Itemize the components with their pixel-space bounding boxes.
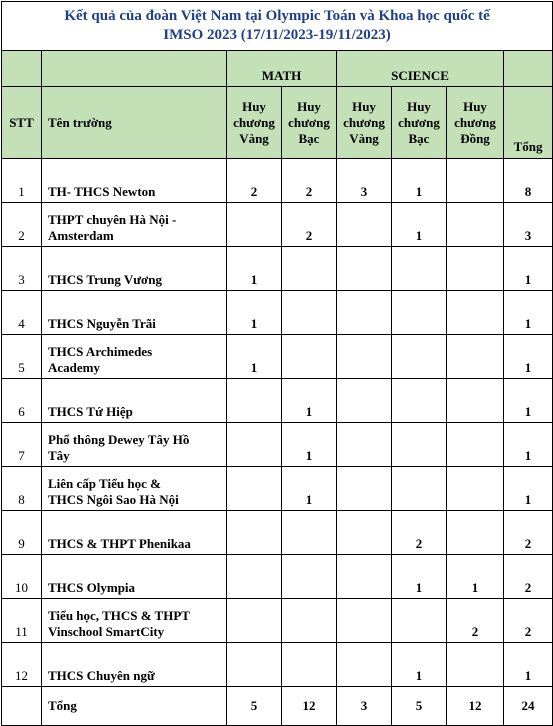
row-math-silver [282,511,337,555]
header-line: chương [233,114,275,130]
totals-math-gold: 5 [227,687,282,726]
row-science-gold [337,379,392,423]
row-school-name [42,335,227,379]
row-school-name [42,379,227,423]
row-science-silver: 1 [392,643,447,687]
totals-row [2,687,553,726]
row-math-silver [282,335,337,379]
totals-total: 24 [504,687,553,726]
row-total: 1 [504,291,553,335]
row-total: 2 [504,599,553,643]
row-science-bronze [447,291,504,335]
row-stt: 11 [2,599,42,643]
row-math-silver [282,643,337,687]
row-math-gold: 1 [227,247,282,291]
row-science-gold [337,247,392,291]
header-school: Tên trường [42,87,227,159]
row-science-silver: 1 [392,159,447,203]
header-line: Bạc [408,130,430,146]
row-science-gold [337,511,392,555]
row-math-silver: 1 [282,379,337,423]
row-stt: 4 [2,291,42,335]
row-total: 1 [504,467,553,511]
row-math-silver: 1 [282,467,337,511]
row-science-gold [337,467,392,511]
row-science-bronze [447,423,504,467]
table-row [2,203,553,247]
table-row [2,335,553,379]
header-line: Huy [463,98,487,114]
row-school-name [42,643,227,687]
row-school-name [42,423,227,467]
row-total: 1 [504,423,553,467]
school-name-line: Liên cấp Tiểu học & [48,476,161,491]
table-row [2,511,553,555]
row-math-silver [282,247,337,291]
school-name-line: Tiểu học, THCS & THPT [48,608,190,623]
row-math-silver: 2 [282,159,337,203]
header-line: Đồng [460,130,490,146]
row-math-gold: 1 [227,291,282,335]
row-stt: 5 [2,335,42,379]
totals-science-bronze: 12 [447,687,504,726]
header-total: Tổng [504,87,553,159]
row-school-name [42,159,227,203]
row-stt: 1 [2,159,42,203]
table-row [2,159,553,203]
row-total: 1 [504,643,553,687]
title-line-2: IMSO 2023 (17/11/2023-19/11/2023) [163,27,391,43]
row-math-gold: 2 [227,159,282,203]
row-science-bronze: 2 [447,599,504,643]
row-math-silver [282,599,337,643]
row-math-gold: 1 [227,335,282,379]
row-science-silver [392,599,447,643]
header-line: Vàng [349,130,379,146]
row-math-gold [227,467,282,511]
school-name-line: THCS Ngôi Sao Hà Nội [48,492,179,507]
header-line: Huy [407,98,431,114]
row-math-gold [227,511,282,555]
row-science-gold [337,599,392,643]
row-science-silver: 1 [392,555,447,599]
medal-table [1,1,553,726]
header-math: MATH [227,51,337,87]
row-science-gold [337,423,392,467]
school-name-line: THCS & THPT Phenikaa [48,536,191,551]
school-name-line: Amsterdam [48,228,114,243]
row-science-bronze: 1 [447,555,504,599]
row-school-name [42,203,227,247]
header-math-gold [227,87,282,159]
row-stt: 12 [2,643,42,687]
row-math-gold [227,599,282,643]
header-line: Huy [352,98,376,114]
school-name-line: THCS Chuyên ngữ [48,668,155,683]
row-math-silver [282,291,337,335]
header-line: Huy [242,98,266,114]
row-school-name [42,291,227,335]
row-stt: 7 [2,423,42,467]
header-science-bronze [447,87,504,159]
table-row [2,291,553,335]
row-math-gold [227,203,282,247]
header-line: chương [288,114,330,130]
row-science-bronze [447,511,504,555]
school-name-line: Tây [48,448,70,463]
header-line: chương [398,114,440,130]
school-name-line: Academy [48,360,100,375]
table-row [2,643,553,687]
row-science-silver [392,423,447,467]
title-line-1: Kết quả của đoàn Việt Nam tại Olympic Toán và Khoa học quốc tế [64,8,490,24]
table-body [2,159,553,687]
row-science-bronze [447,203,504,247]
row-math-gold [227,379,282,423]
header-math-silver [282,87,337,159]
row-science-silver [392,247,447,291]
totals-stt [2,687,42,726]
header-stt: STT [2,87,42,159]
table-row [2,379,553,423]
row-science-bronze [447,643,504,687]
header-blank-stt [2,51,42,87]
table-title [2,2,553,51]
school-name-line: THCS Tứ Hiệp [48,404,133,419]
header-blank-school [42,51,227,87]
row-science-gold [337,643,392,687]
header-line: Huy [297,98,321,114]
row-total: 1 [504,379,553,423]
table-row [2,467,553,511]
row-science-gold [337,335,392,379]
row-total: 2 [504,511,553,555]
row-school-name [42,247,227,291]
row-stt: 10 [2,555,42,599]
row-math-gold [227,555,282,599]
school-name-line: THCS Archimedes [48,344,153,359]
table-row [2,555,553,599]
row-math-silver: 2 [282,203,337,247]
row-math-silver: 1 [282,423,337,467]
school-name-line: THCS Nguyễn Trãi [48,316,156,331]
totals-science-silver: 5 [392,687,447,726]
table-row [2,247,553,291]
row-school-name [42,511,227,555]
row-science-silver [392,291,447,335]
totals-label: Tổng [42,687,227,726]
row-total: 2 [504,555,553,599]
header-line: Vàng [239,130,269,146]
header-science-silver [392,87,447,159]
row-math-gold [227,423,282,467]
row-science-silver [392,467,447,511]
header-line: chương [343,114,385,130]
row-math-silver [282,555,337,599]
row-science-silver: 1 [392,203,447,247]
row-stt: 6 [2,379,42,423]
row-science-bronze [447,379,504,423]
row-science-bronze [447,467,504,511]
school-name-line: Vinschool SmartCity [48,624,165,639]
totals-science-gold: 3 [337,687,392,726]
row-science-bronze [447,247,504,291]
school-name-line: THCS Trung Vương [48,272,162,287]
row-math-gold [227,643,282,687]
school-name-line: THPT chuyên Hà Nội - [48,212,177,227]
row-total: 1 [504,247,553,291]
row-total: 8 [504,159,553,203]
row-science-silver: 2 [392,511,447,555]
school-name-line: THCS Olympia [48,580,136,595]
row-science-gold [337,555,392,599]
row-total: 3 [504,203,553,247]
header-science-gold [337,87,392,159]
row-science-silver [392,379,447,423]
row-stt: 3 [2,247,42,291]
header-line: Bạc [298,130,320,146]
row-science-bronze [447,335,504,379]
header-blank-total [504,51,553,87]
row-school-name [42,599,227,643]
row-science-gold [337,203,392,247]
table-row [2,423,553,467]
row-stt: 9 [2,511,42,555]
row-school-name [42,555,227,599]
row-total: 1 [504,335,553,379]
header-line: chương [454,114,496,130]
row-science-silver [392,335,447,379]
row-school-name [42,467,227,511]
row-stt: 8 [2,467,42,511]
row-science-gold: 3 [337,159,392,203]
table-row [2,599,553,643]
row-stt: 2 [2,203,42,247]
row-science-gold [337,291,392,335]
row-science-bronze [447,159,504,203]
school-name-line: TH- THCS Newton [48,184,156,199]
header-science: SCIENCE [337,51,504,87]
totals-math-silver: 12 [282,687,337,726]
school-name-line: Phổ thông Dewey Tây Hồ [48,432,190,447]
